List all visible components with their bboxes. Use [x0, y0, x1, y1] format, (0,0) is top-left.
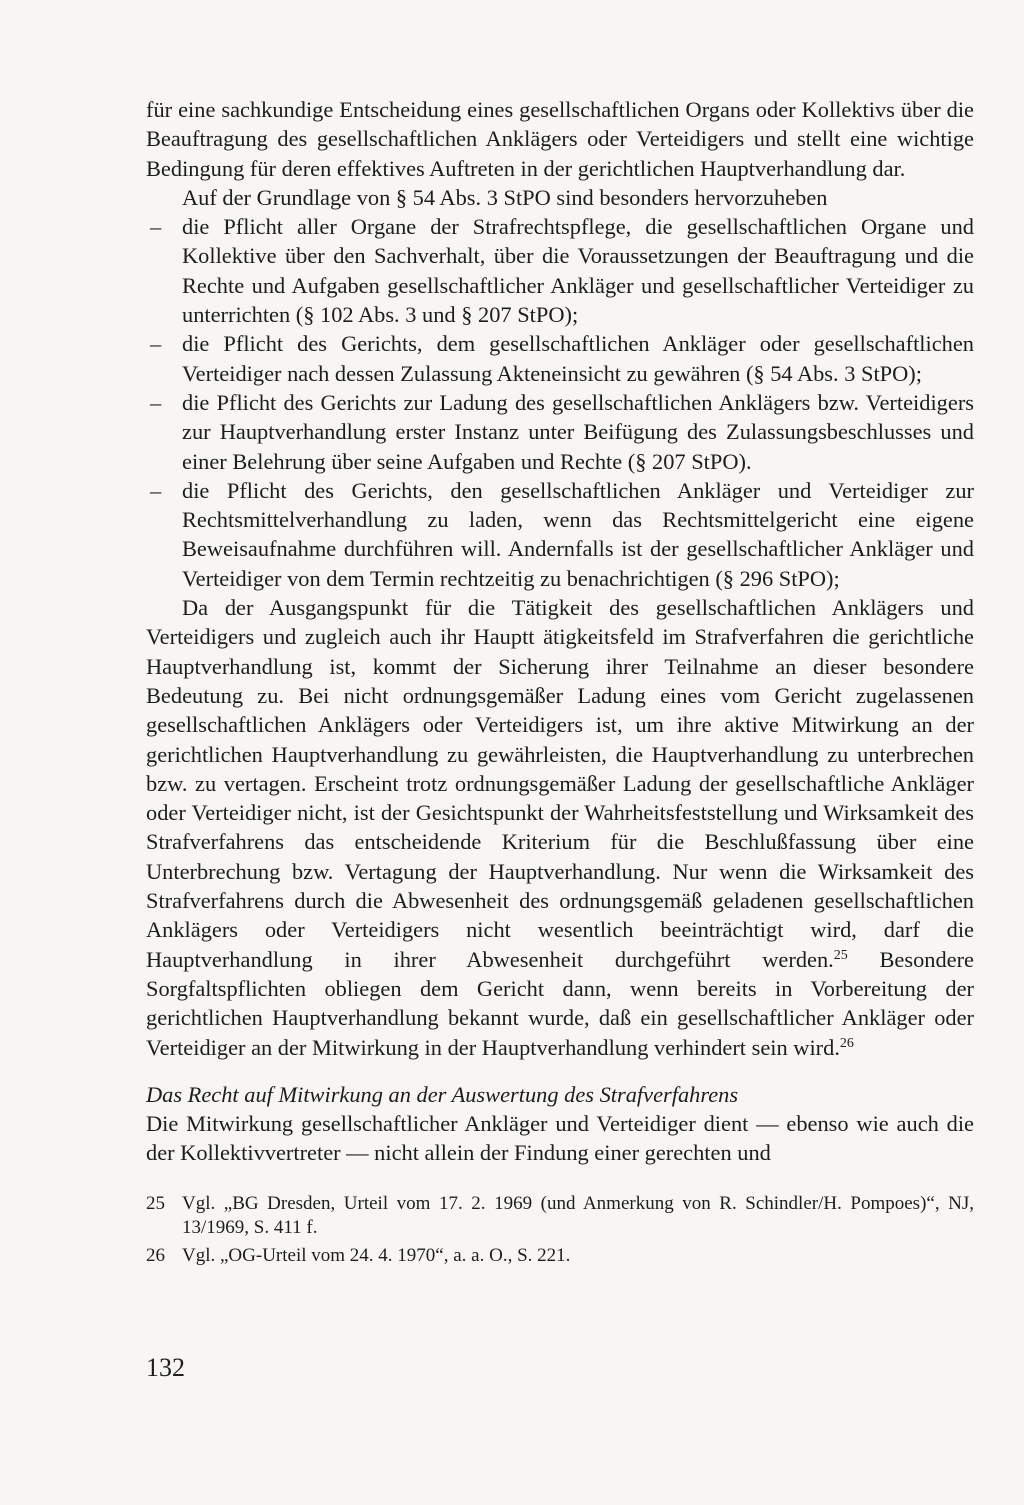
dash-marker: –: [150, 477, 162, 503]
dash-marker: –: [150, 389, 162, 415]
list-item-text: die Pflicht des Gerichts zur Ladung des gesellschaftlichen Anklägers bzw. Verteidigers zur Hauptverhandlung erster Instanz unter Beifügung des Zulassungsbeschlusses und einer Belehrung über seine Aufgaben und Rechte (§ 207 StPO).: [182, 389, 974, 474]
dash-marker: –: [150, 331, 162, 357]
dash-marker: –: [150, 214, 162, 240]
footnote-text: Vgl. „BG Dresden, Urteil vom 17. 2. 1969 (und Anmerkung von R. Schindler/H. Pompoes)“, NJ, 13/1969, S. 411 f.: [182, 1192, 974, 1238]
duties-list: [146, 212, 974, 593]
list-item: [146, 388, 974, 476]
page-number: 132: [146, 1353, 185, 1382]
list-item: [146, 329, 974, 388]
paragraph-1: für eine sachkundige Entscheidung eines gesellschaftlichen Organs oder Kollektivs über die Beauftragung des gesellschaftlichen Anklägers oder Verteidigers und stellt eine wichtige Bedingung für deren effektives Auftreten in der gerichtlichen Hauptverhandlung dar.: [146, 97, 974, 181]
paragraph-3-text: Da der Ausgangspunkt für die Tätigkeit des gesellschaftlichen Anklägers und Verteidigers und zugleich auch ihr Hauptt ätigkeitsfeld im Strafverfahren die gerichtliche Hauptverhandlung ist, kommt der Sicherung ihrer Teilnahme an dieser besondere Bedeutung zu. Bei nicht ordnungsgemäßer Ladung eines vom Gericht zugelassenen gesellschaftlichen Anklägers oder Verteidigers ist, um ihre aktive Mitwirkung an der gerichtlichen Hauptverhandlung zu gewährleisten, die Hauptverhandlung zu unterbrechen bzw. zu vertagen. Erscheint trotz ordnungsgemäßer Ladung der gesellschaftliche Ankläger oder Verteidiger nicht, ist der Gesichtspunkt der Wahrheitsfeststellung und Wirksamkeit des Strafverfahrens das entscheidende Kriterium für die Beschlußfassung über eine Unterbrechung bzw. Vertagung der Hauptverhandlung. Nur wenn die Wirksamkeit des Strafverfahrens durch die Abwesenheit des ordnungsgemäß geladenen gesellschaftlichen Anklägers oder Verteidigers nicht wesentlich beeinträchtigt wird, darf die Hauptverhandlung in ihrer Abwesenheit durchgeführt werden.: [146, 595, 974, 972]
section-heading: Das Recht auf Mitwirkung an der Auswertung des Strafverfahrens: [146, 1081, 739, 1107]
footnote-ref-26[interactable]: 26: [839, 1035, 854, 1051]
paragraph-4: Die Mitwirkung gesellschaftlicher Ankläger und Verteidiger dient — ebenso wie auch die der Kollektivvertreter — nicht allein der Findung einer gerechten und: [146, 1111, 974, 1166]
footnote-text: Vgl. „OG-Urteil vom 24. 4. 1970“, a. a. O., S. 221.: [182, 1244, 571, 1266]
footnote-ref-25[interactable]: 25: [833, 947, 848, 963]
list-item-text: die Pflicht des Gerichts, den gesellschaftlichen Ankläger und Verteidiger zur Rechtsmittelverhandlung zu laden, wenn das Rechtsmittelgericht eine eigene Beweisaufnahme durchführen will. Andernfalls ist der gesellschaftlicher Ankläger und Verteidiger von dem Termin rechtzeitig zu benachrichtigen (§ 296 StPO);: [182, 477, 974, 591]
footnote: [146, 1192, 974, 1240]
list-item: [146, 476, 974, 593]
paragraph-3-continued: Besondere Sorgfaltspflichten obliegen dem Gericht dann, wenn bereits in Vorbereitung der gerichtlichen Hauptverhandlung bekannt wurde, daß ein gesellschaftlicher Ankläger oder Verteidiger an der Mitwirkung in der Hauptverhandlung verhindert sein wird.: [146, 946, 974, 1060]
paragraph-2-intro: Auf der Grundlage von § 54 Abs. 3 StPO sind besonders hervorzuheben: [182, 184, 828, 210]
list-item-text: die Pflicht aller Organe der Strafrechtspflege, die gesellschaftlichen Organe und Kollektive über den Sachverhalt, über die Voraussetzungen der Beauftragung und die Rechte und Aufgaben gesellschaftlicher Ankläger und gesellschaftlicher Verteidiger zu unterrichten (§ 102 Abs. 3 und § 207 StPO);: [182, 214, 974, 328]
footnote: [146, 1244, 974, 1268]
footnotes: [146, 1192, 974, 1268]
footnote-number: 26: [146, 1244, 165, 1266]
footnote-number: 25: [146, 1192, 165, 1214]
page-body: [146, 95, 974, 1272]
list-item-text: die Pflicht des Gerichts, dem gesellschaftlichen Ankläger oder gesellschaftlichen Verteidiger nach dessen Zulassung Akteneinsicht zu gewähren (§ 54 Abs. 3 StPO);: [182, 331, 974, 386]
paragraph-3: [146, 593, 974, 1062]
list-item: [146, 212, 974, 329]
